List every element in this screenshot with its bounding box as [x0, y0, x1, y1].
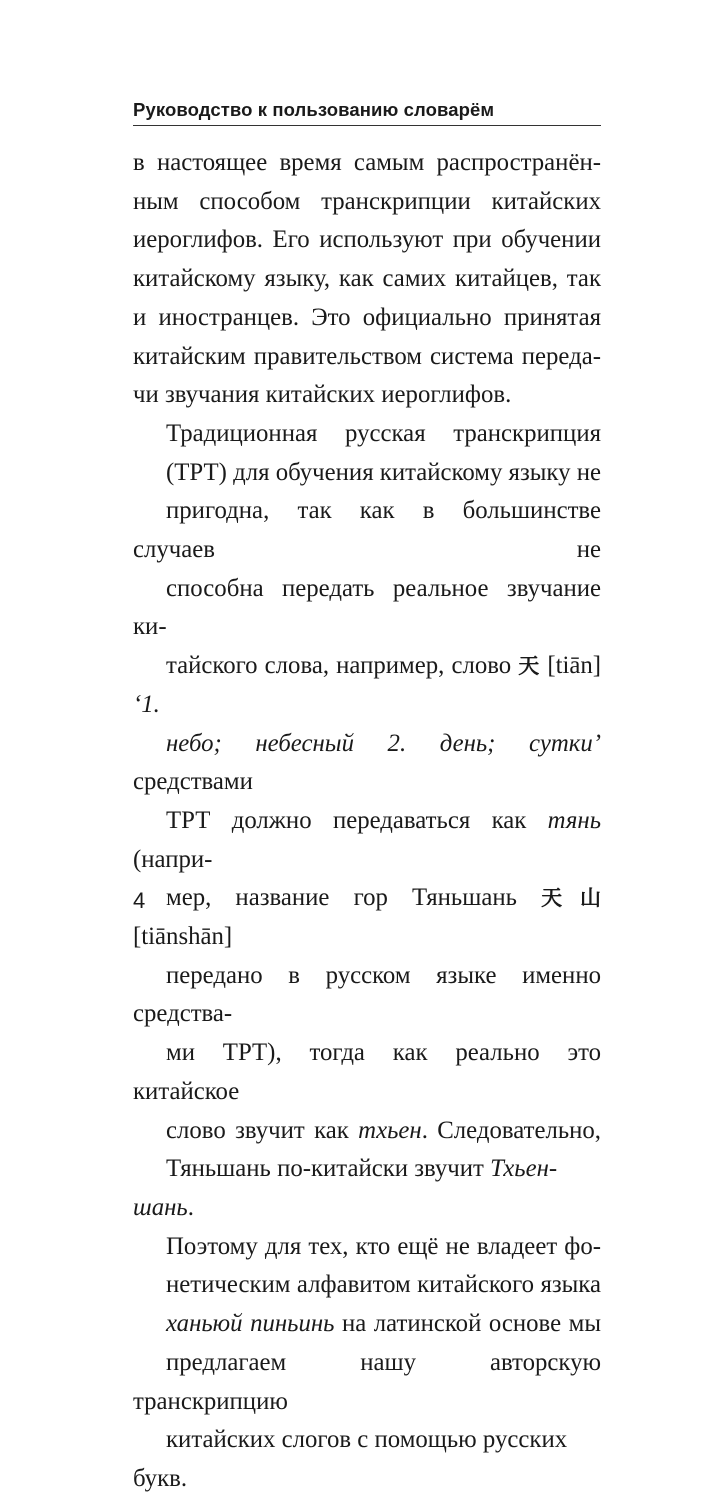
text-segment: на латинской основе мы — [334, 1310, 601, 1338]
text-line — [133, 802, 601, 879]
text-segment: Тяньшань по-китайски звучит — [166, 1155, 491, 1183]
running-header: Руководство к пользованию словарём — [133, 100, 601, 126]
text-line: и иностранцев. Это официально принятая — [133, 303, 601, 331]
italic-word: тянь — [547, 806, 601, 834]
text-line: нетическим алфавитом китайского языка — [166, 1271, 601, 1299]
text-line: иероглифов. Его используют при обучении — [133, 226, 601, 254]
text-line — [133, 879, 601, 956]
gloss: небо; небесный 2. день; сутки’ — [166, 729, 601, 757]
text-line: чи звучания китайских иероглифов. — [133, 381, 512, 409]
text-line — [133, 1305, 601, 1344]
italic-word: тхьен — [358, 1116, 422, 1144]
italic-word: Тхьен-шань — [133, 1155, 558, 1221]
body-text — [133, 144, 601, 1499]
text-line: предлагаем нашу авторскую транскрипцию — [133, 1348, 601, 1415]
text-segment: (напри- — [133, 845, 213, 873]
text-line: (ТРТ) для обучения китайскому языку не — [166, 458, 601, 486]
pinyin: [tiān] — [540, 652, 602, 680]
text-segment: . — [187, 1193, 194, 1221]
text-segment: тайского слова, например, слово — [166, 652, 519, 680]
text-line: китайским правительством система переда- — [133, 342, 601, 370]
text-line: ми ТРТ), тогда как реально это китайское — [133, 1039, 601, 1105]
hanzi-tian: 天 — [518, 654, 541, 679]
text-line — [133, 725, 601, 802]
text-segment: мер, название гор Тяньшань — [166, 884, 542, 912]
text-line: Поэтому для тех, кто ещё не владеет фо- — [166, 1232, 601, 1260]
text-segment: средствами — [133, 768, 253, 796]
text-line: пригодна, так как в большинстве случаев не — [133, 497, 601, 564]
text-line: Традиционная русская транскрипция — [166, 419, 601, 447]
gloss: ‘1. — [133, 690, 160, 718]
text-line: передано в русском языке именно средства- — [133, 961, 601, 1028]
text-line: способна передать реальное звучание ки- — [133, 574, 601, 641]
pinyin: [tiānshān] — [133, 923, 233, 951]
text-line — [133, 1150, 601, 1227]
paragraph-2 — [133, 415, 601, 1228]
text-segment: ТРТ должно передаваться как — [166, 806, 548, 834]
italic-word: ханьюй пиньинь — [166, 1310, 335, 1338]
text-line: китайскому языку, как самих китайцев, так — [133, 265, 601, 293]
paragraph-3 — [133, 1228, 601, 1499]
text-line — [133, 647, 601, 724]
text-line: ным способом транскрипции китайских — [133, 187, 601, 215]
text-line: в настоящее время самым распространён- — [133, 149, 601, 176]
text-line — [133, 1112, 601, 1151]
text-segment: . Следовательно, — [421, 1116, 601, 1144]
text-line: китайских слогов с помощью русских букв. — [133, 1426, 568, 1492]
text-segment: слово звучит как — [166, 1116, 359, 1144]
page-number: 4 — [133, 888, 146, 913]
hanzi-tianshan: 天山 — [541, 886, 601, 911]
paragraph-1 — [133, 144, 601, 415]
